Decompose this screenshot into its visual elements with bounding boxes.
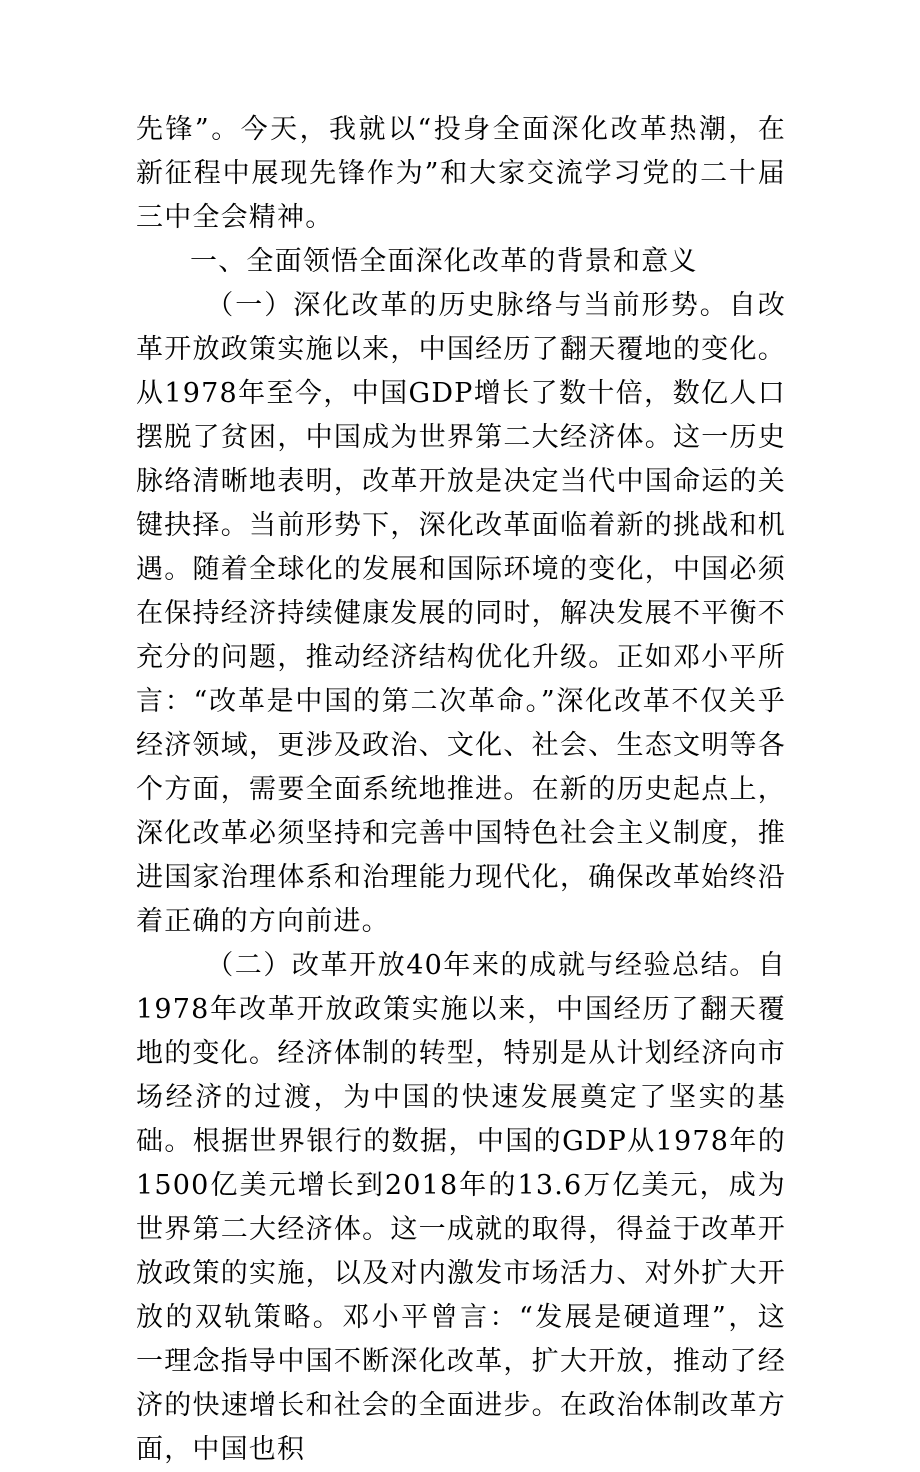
document-body [136, 108, 786, 1472]
section-heading: 一、全面领悟全面深化改革的背景和意义 [190, 246, 698, 277]
paragraph-intro: 先锋”。今天，我就以“投身全面深化改革热潮，在新征程中展现先锋作为”和大家交流学习党的二十届三中全会精神。 [136, 114, 786, 233]
paragraph-subsection-2: （二）改革开放40年来的成就与经验总结。自1978年改革开放政策实施以来，中国经历了翻天覆地的变化。经济体制的转型，特别是从计划经济向市场经济的过渡，为中国的快速发展奠定了坚实的基础。根据世界银行的数据，中国的GDP从1978年的1500亿美元增长到2018年的13.6万亿美元，成为世界第二大经济体。这一成就的取得，得益于改革开放政策的实施，以及对内激发市场活力、对外扩大开放的双轨策略。邓小平曾言：“发展是硬道理”，这一理念指导中国不断深化改革，扩大开放，推动了经济的快速增长和社会的全面进步。在政治体制改革方面，中国也积 [136, 950, 786, 1465]
paragraph-subsection-1: （一）深化改革的历史脉络与当前形势。自改革开放政策实施以来，中国经历了翻天覆地的变化。从1978年至今，中国GDP增长了数十倍，数亿人口摆脱了贫困，中国成为世界第二大经济体。这一历史脉络清晰地表明，改革开放是决定当代中国命运的关键抉择。当前形势下，深化改革面临着新的挑战和机遇。随着全球化的发展和国际环境的变化，中国必须在保持经济持续健康发展的同时，解决发展不平衡不充分的问题，推动经济结构优化升级。正如邓小平所言：“改革是中国的第二次革命。”深化改革不仅关乎经济领域，更涉及政治、文化、社会、生态文明等各个方面，需要全面系统地推进。在新的历史起点上，深化改革必须坚持和完善中国特色社会主义制度，推进国家治理体系和治理能力现代化，确保改革始终沿着正确的方向前进。 [136, 290, 786, 937]
